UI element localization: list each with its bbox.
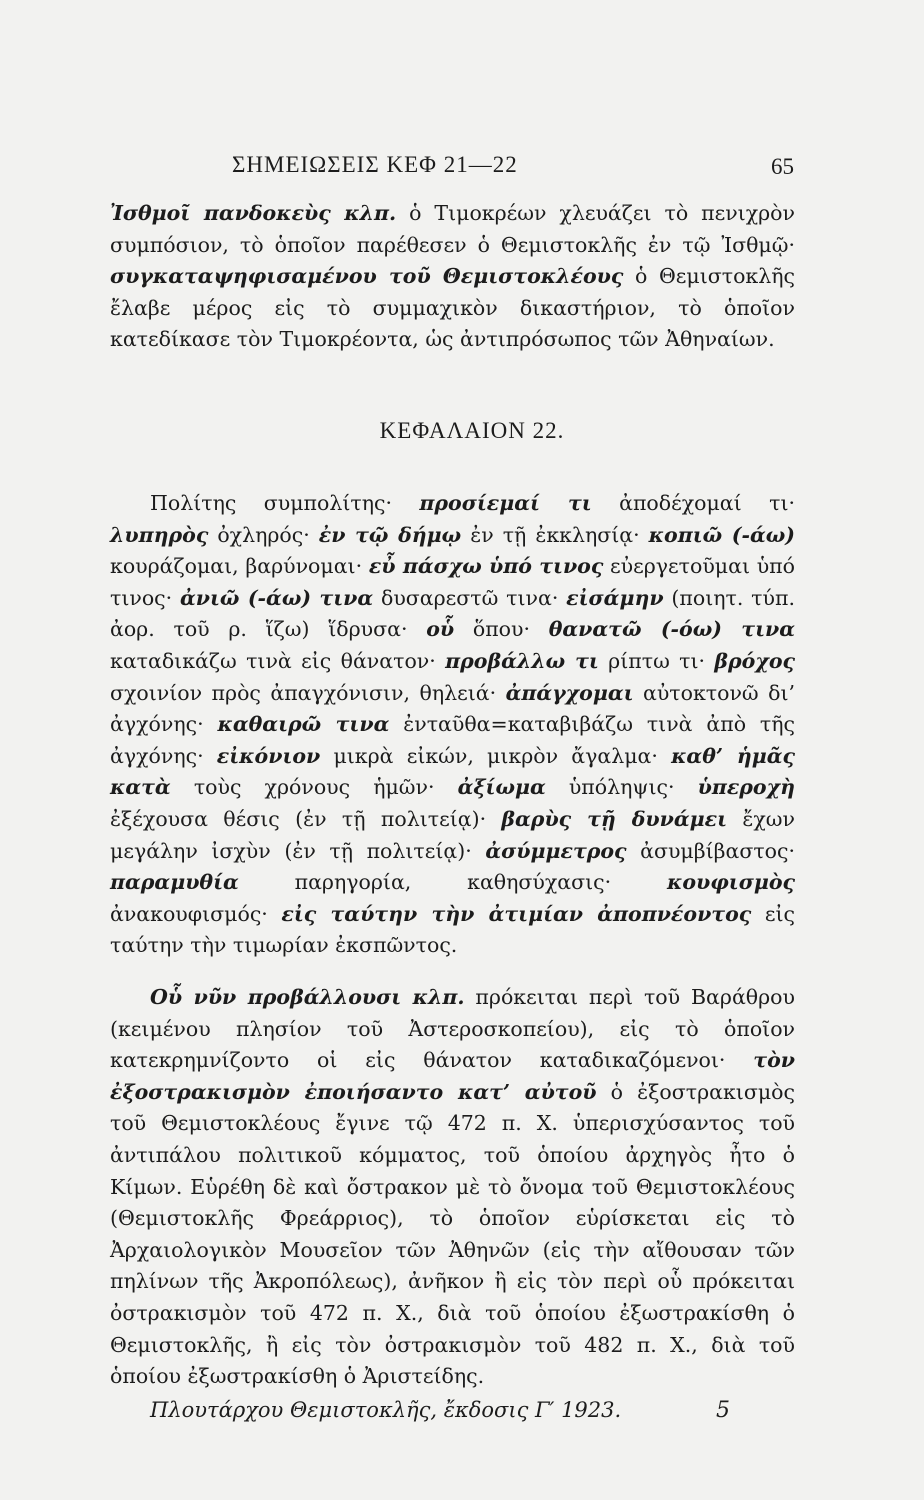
glossary-text: ὀχληρός· [208, 522, 319, 547]
glossary-text: εἰς ταύτην τὴν τιμωρίαν ἐκσπῶντος. [110, 901, 795, 958]
glossary-term: θανατῶ (-όω) τινα [548, 617, 795, 642]
glossary-text: ἐξέχουσα θέσις (ἐν τῇ πολιτείᾳ)· [110, 806, 502, 831]
glossary-term: κοπιῶ (-άω) [648, 522, 796, 547]
glossary-text: παρηγορία, καθησύχασις· [238, 870, 667, 895]
glossary-term: οὗ [426, 617, 455, 642]
running-title: ΣΗΜΕΙΩΣΕΙΣ ΚΕΦ 21—22 [232, 152, 518, 177]
glossary-term: προβάλλω τι [445, 648, 599, 673]
glossary-text: ἐνταῦθα=καταβιβάζω τινὰ ἀπὸ τῆς ἀγχόνης· [110, 712, 796, 768]
glossary-text: εὐεργετοῦμαι ὑπό τινος· [110, 554, 795, 610]
glossary-text: σχοινίον πρὸς ἀπαγχόνισιν, θηλειά· [110, 680, 506, 705]
page-number: 65 [771, 154, 794, 179]
glossary-text: τοὺς χρόνους ἡμῶν· [170, 775, 458, 800]
glossary-text: ἐν τῇ ἐκκλησίᾳ· [461, 522, 649, 547]
glossary-term: καθαιρῶ τινα [217, 712, 390, 737]
note-lemma: Ἰσθμοῖ πανδοκεὺς κλπ. [110, 201, 397, 225]
printer-signature: 5 [716, 1398, 730, 1423]
note-lemma: Οὗ νῦν προβάλλουσι κλπ. [150, 985, 465, 1009]
glossary-text: ἀποδέχομαί τι· [591, 491, 795, 515]
glossary-text: καταδικάζω τινὰ εἰς θάνατον· [110, 648, 446, 673]
glossary-text: Πολίτης συμπολίτης· [150, 491, 420, 515]
glossary-term: κουφισμὸς [666, 870, 795, 895]
glossary-text: αὐτοκτονῶ δι’ ἀγχόνης· [110, 680, 795, 737]
glossary-term: ἀξίωμα [457, 775, 546, 800]
glossary-term: βαρὺς τῇ δυνάμει [501, 806, 728, 831]
glossary-text: δυσαρεστῶ τινα· [373, 585, 567, 610]
glossary-text: κουράζομαι, βαρύνομαι· [110, 554, 369, 579]
note-paragraph-top [110, 198, 795, 356]
note-text: πρόκειται περὶ τοῦ Βαράθρου (κειμένου πλησίον τοῦ Ἀστεροσκοπείου), εἰς τὸ ὁποῖον κατεκρημνίζοντο οἱ εἰς θάνατον καταδικαζόμενοι· [110, 985, 795, 1073]
note-text: ὁ Τιμοκρέων χλευάζει τὸ πενιχρὸν συμπόσιον, τὸ ὁποῖον παρέθεσεν ὁ Θεμιστοκλῆς ἐν τῷ Ἰσθμῷ· [110, 201, 795, 257]
glossary-term: προσίεμαί τι [419, 491, 592, 515]
glossary-term: ἀνιῶ (-άω) τινα [179, 585, 374, 610]
glossary-text: ἔχων μεγάλην ἰσχὺν (ἐν τῇ πολιτείᾳ)· [110, 806, 795, 863]
glossary-text: ὅπου· [454, 617, 549, 642]
glossary-term: παραμυθία [110, 870, 239, 895]
glossary-term: ὑπεροχὴ [697, 775, 795, 800]
glossary-term: ἐν τῷ δήμῳ [318, 522, 462, 547]
note-paragraph-bottom [110, 982, 795, 1393]
glossary-term: εὖ πάσχω ὑπό τινος [368, 554, 604, 579]
note-text: ὁ Θεμιστοκλῆς ἔλαβε μέρος εἰς τὸ συμμαχικὸν δικαστήριον, τὸ ὁποῖον κατεδίκασε τὸν Τιμοκρέοντα, ὡς ἀντιπρόσωπος τῶν Ἀθηναίων. [110, 264, 795, 352]
glossary-term: καθ’ ἡμᾶς κατὰ [110, 743, 795, 800]
glossary-text: ἀσυμβίβαστος· [626, 838, 795, 863]
glossary-paragraph [110, 488, 795, 962]
glossary-text: (ποιητ. τύπ. ἀορ. τοῦ ρ. ἵζω) ἵδρυσα· [110, 585, 795, 642]
glossary-term: εἰς ταύτην τὴν ἀτιμίαν ἀποπνέοντος [281, 901, 752, 926]
footer-source: Πλουτάρχου Θεμιστοκλῆς, ἔκδοσις Γ′ 1923. [150, 1398, 622, 1422]
glossary-text: ἀνακουφισμός· [110, 901, 282, 926]
glossary-term: βρόχος [714, 648, 795, 673]
glossary-text: μικρὰ εἰκών, μικρὸν ἄγαλμα· [320, 743, 672, 768]
glossary-term: εἰκόνιον [216, 743, 321, 768]
glossary-term: λυπηρὸς [110, 522, 209, 547]
glossary-text: ρίπτω τι· [598, 648, 715, 673]
note-text: ὁ ἐξοστρακισμὸς τοῦ Θεμιστοκλέους ἔγινε τῷ 472 π. Χ. ὑπερισχύσαντος τοῦ ἀντιπάλου πολιτικοῦ κόμματος, τοῦ ὁποίου ἀρχηγὸς ἦτο ὁ Κίμων. Εὑρέθη δὲ καὶ ὄστρακον μὲ τὸ ὄνομα τοῦ Θεμιστοκλέους (Θεμιστοκλῆς Φρεάρριος), τὸ ὁποῖον εὑρίσκεται εἰς τὸ Ἀρχαιολογικὸν Μουσεῖον τῶν Ἀθηνῶν (εἰς τὴν αἴθουσαν τῶν πηλίνων τῆς Ἀκροπόλεως), ἀνῆκον ἢ εἰς τὸν περὶ οὗ πρόκειται ὀστρακισμὸν τοῦ 472 π. Χ., διὰ τοῦ ὁποίου ἐξωστρακίσθη ὁ Θεμιστοκλῆς, ἢ εἰς τὸν ὀστρακισμὸν τοῦ 482 π. Χ., διὰ τοῦ ὁποίου ἐξωστρακίσθη ὁ Ἀριστείδης. [110, 1079, 795, 1389]
glossary-text: ὑπόληψις· [545, 775, 698, 800]
note-lemma: συγκαταψηφισαμένου τοῦ Θεμιστοκλέους [110, 264, 624, 289]
glossary-term: ἀσύμμετρος [485, 838, 627, 863]
glossary-term: ἀπάγχομαι [505, 680, 634, 705]
running-head [0, 152, 924, 182]
note-lemma: τὸν ἐξοστρακισμὸν ἐποιήσαντο κατ’ αὐτοῦ [110, 1048, 795, 1104]
chapter-heading: ΚΕΦΑΛΑΙΟΝ 22. [379, 418, 565, 443]
glossary-term: εἰσάμην [566, 585, 664, 610]
